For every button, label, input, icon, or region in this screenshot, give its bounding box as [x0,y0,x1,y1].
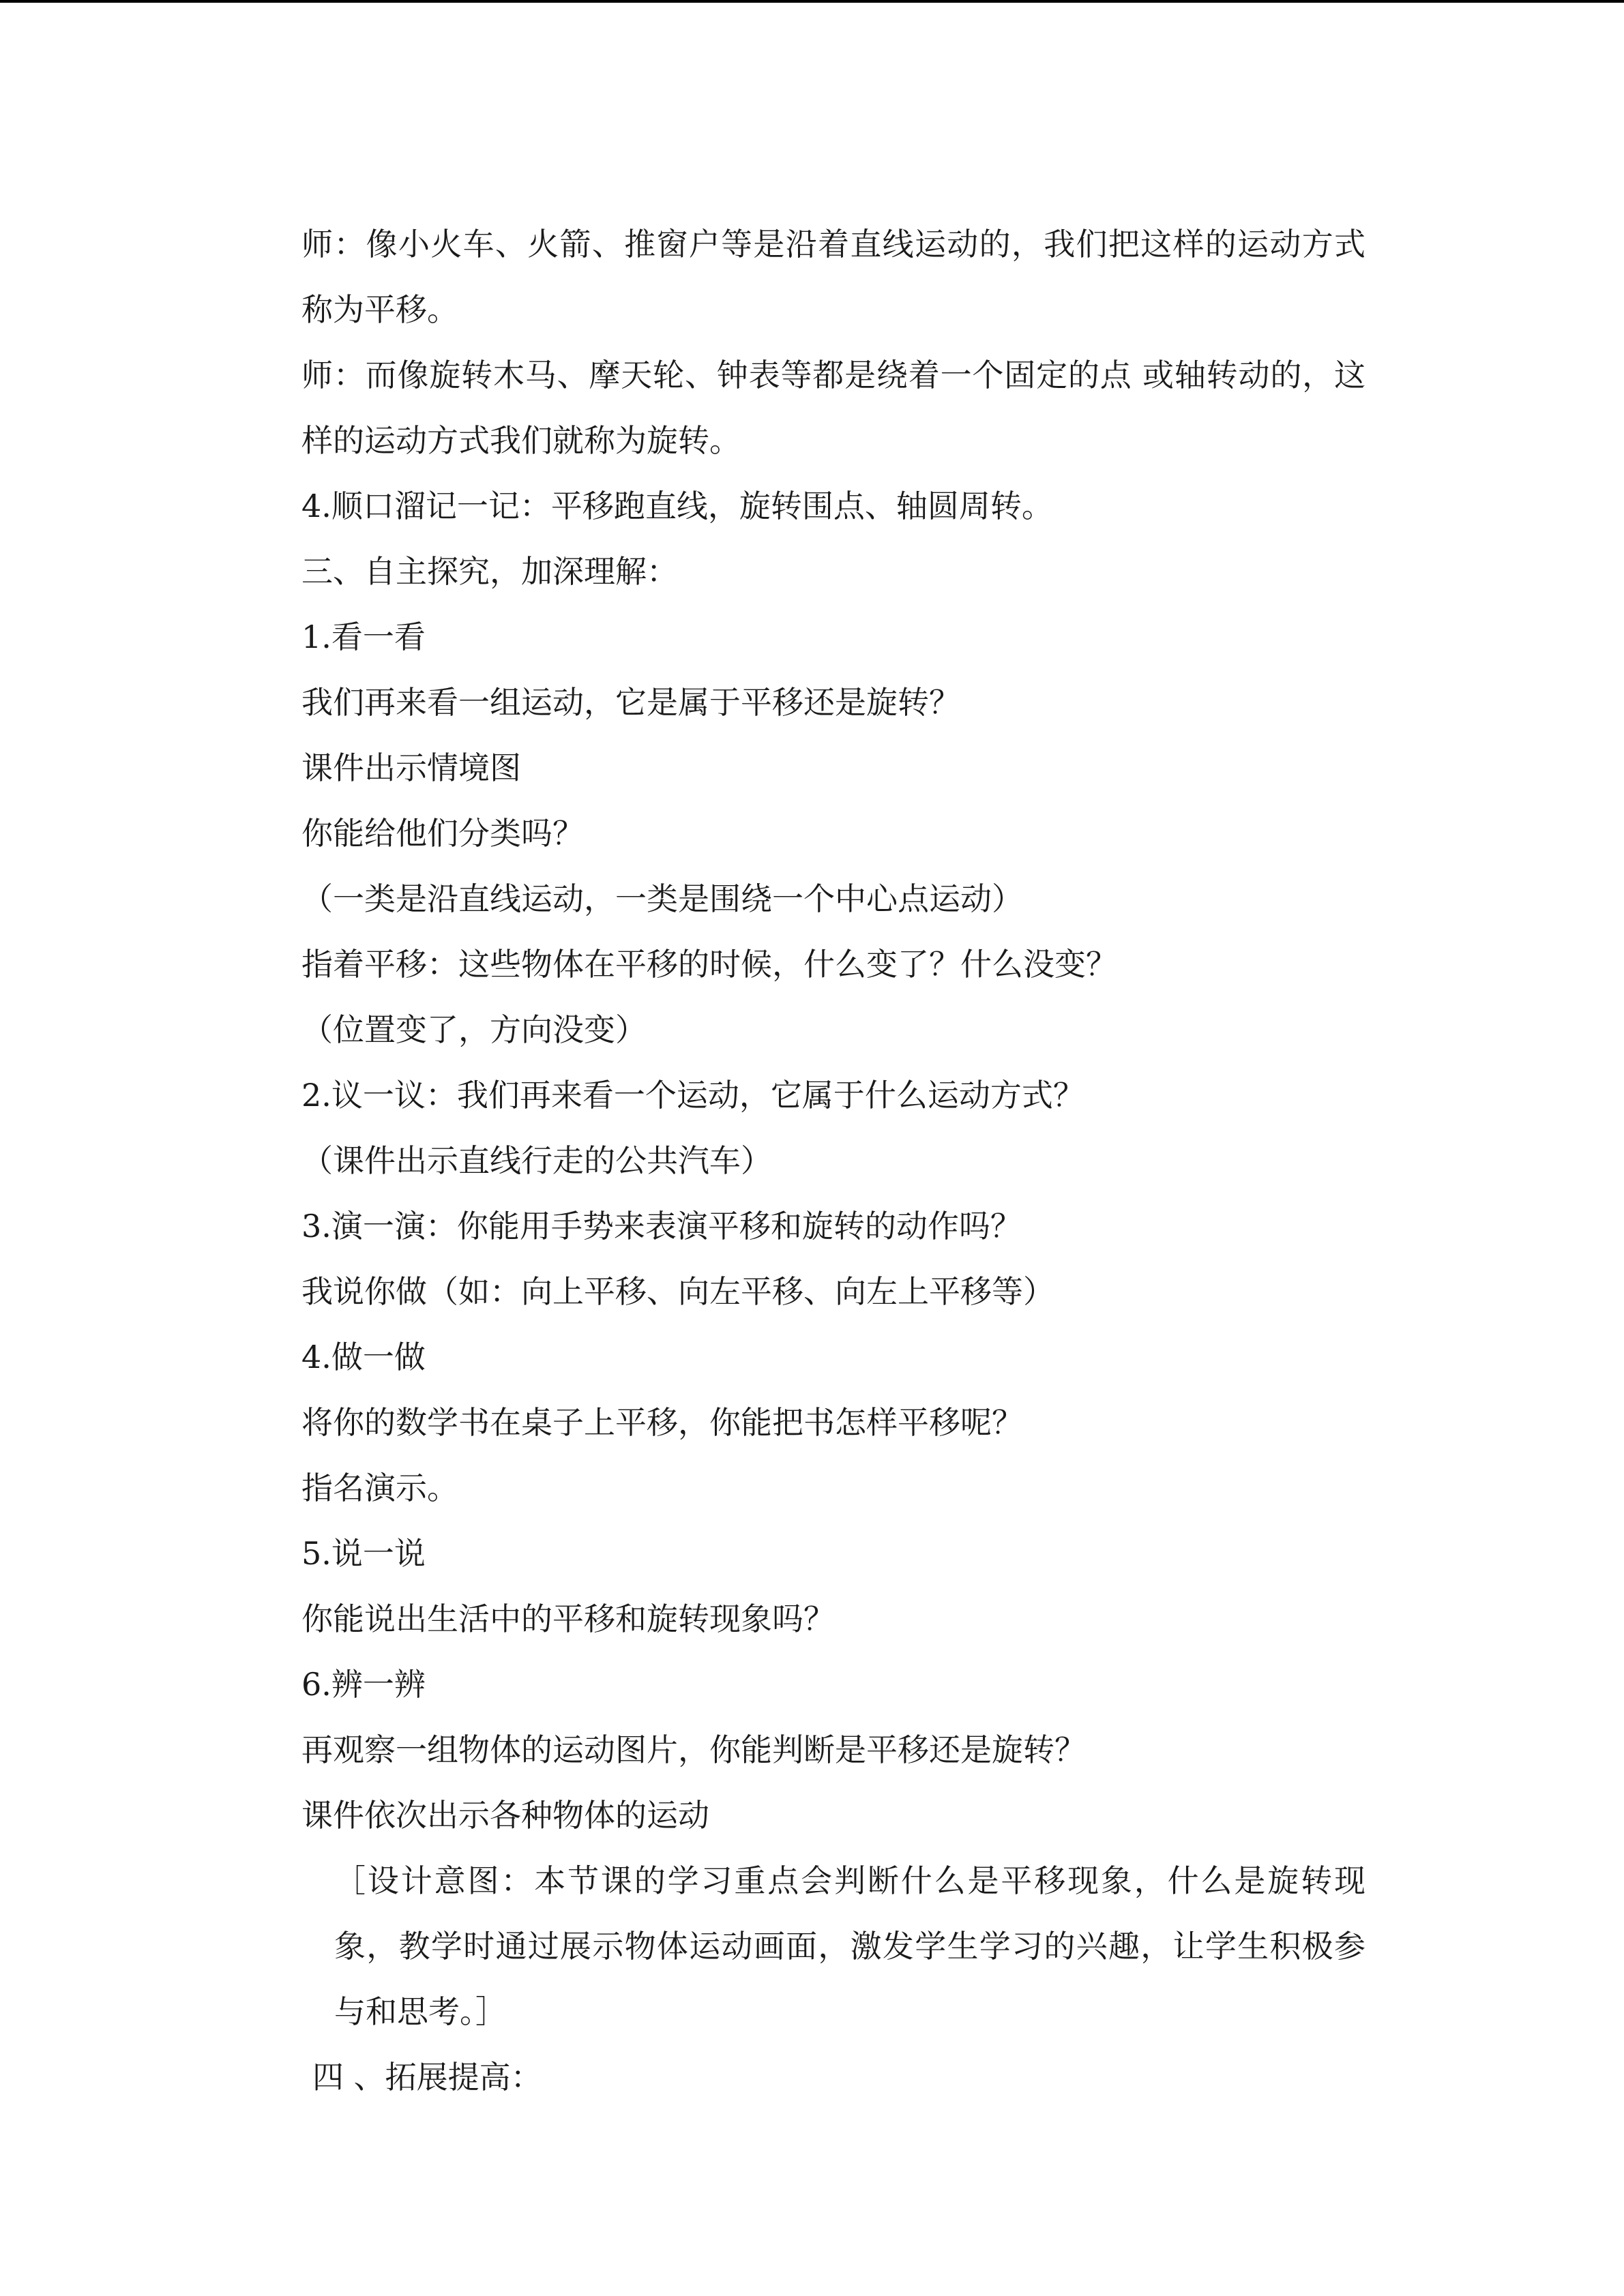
sub-heading-5: 5.说一说 [301,1535,426,1572]
section-heading-3: 三、自主探究，加深理解： [301,553,678,590]
section-heading-4: 四 、拓展提高： [312,2059,542,2096]
sub-heading-1: 1.看一看 [301,618,426,655]
sub-heading-3: 3.演一演：你能用手势来表演平移和旋转的动作吗？ [301,1208,1022,1244]
document-body [247,211,1365,2110]
paragraph-10: 指着平移：这些物体在平移的时候，什么变了？什么没变？ [301,946,1117,983]
paragraph-23: 课件依次出示各种物体的运动 [301,1797,709,1834]
paragraph-2: 师：而像旋转木马、摩天轮、钟表等都是绕着一个固定的点 或轴转动的，这样的运动方式我们就称为旋转。 [301,357,1365,459]
paragraph-1: 师：像小火车、火箭、推窗户等是沿着直线运动的，我们把这样的运动方式称为平移。 [301,226,1365,328]
paragraph-17: 将你的数学书在桌子上平移，你能把书怎样平移呢？ [301,1404,1023,1441]
paragraph-3: 4.顺口溜记一记：平移跑直线，旋转围点、轴圆周转。 [301,488,1053,524]
paragraph-8: 你能给他们分类吗？ [301,815,584,852]
paragraph-6: 我们再来看一组运动，它是属于平移还是旋转？ [301,684,960,721]
paragraph-13: （课件出示直线行走的公共汽车） [301,1142,772,1179]
page-top-border [0,0,1624,3]
paragraph-20: 你能说出生活中的平移和旋转现象吗？ [301,1600,835,1637]
sub-heading-4: 4.做一做 [301,1339,426,1375]
paragraph-18: 指名演示。 [301,1470,458,1506]
paragraph-15: 我说你做（如：向上平移、向左平移、向左上平移等） [301,1273,1054,1310]
paragraph-22: 再观察一组物体的运动图片，你能判断是平移还是旋转？ [301,1731,1086,1768]
paragraph-11: （位置变了，方向没变） [301,1011,647,1048]
sub-heading-6: 6.辨一辨 [301,1666,426,1703]
sub-heading-2: 2.议一议：我们再来看一个运动，它属于什么运动方式？ [301,1077,1084,1114]
design-intent-note: ［设计意图：本节课的学习重点会判断什么是平移现象，什么是旋转现象，教学时通过展示物体运动画面，激发学生学习的兴趣，让学生积极参与和思考。］ [334,1862,1365,2030]
paragraph-7: 课件出示情境图 [301,749,521,786]
paragraph-9: （一类是沿直线运动，一类是围绕一个中心点运动） [301,880,1023,917]
